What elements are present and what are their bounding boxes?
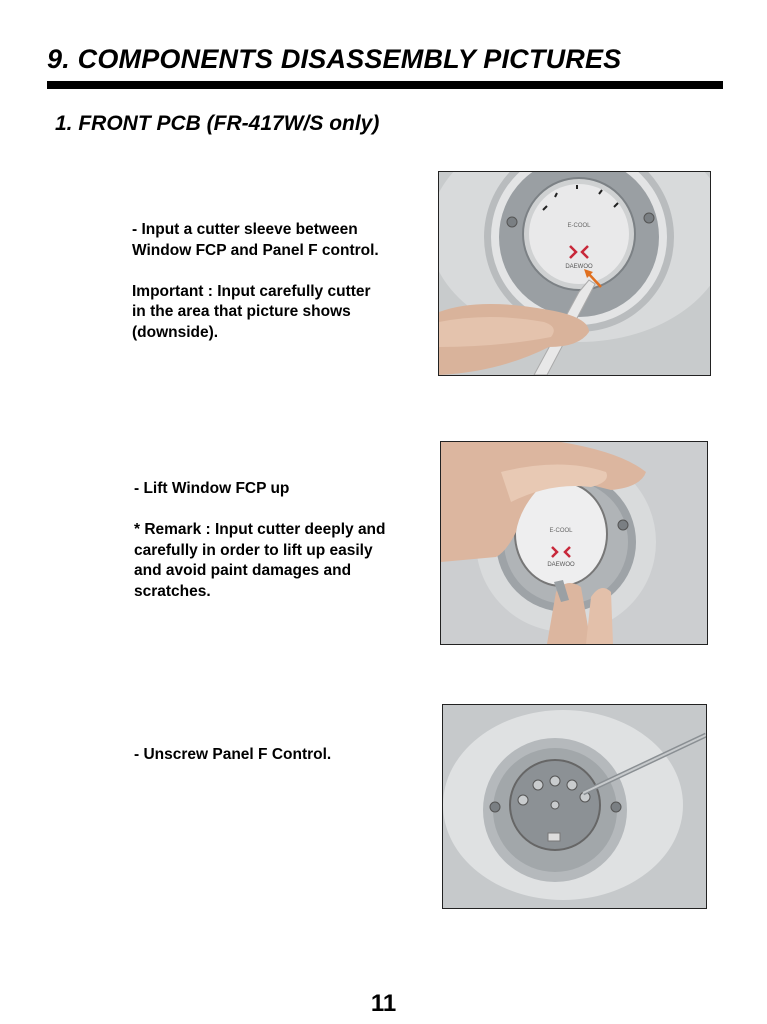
- step-2-photo: [440, 441, 708, 645]
- photo-unscrew-panel-icon: [443, 705, 706, 908]
- step-2-text: - Lift Window FCP up * Remark : Input cutter deeply and carefully in order to lift up easily and avoid paint damages and scratches.: [134, 480, 386, 600]
- svg-text:E-COOL: E-COOL: [549, 528, 573, 534]
- step-1-text: - Input a cutter sleeve between Window FCP and Panel F control. Important : Input carefully cutter in the area that picture shows (downside).: [132, 221, 379, 341]
- title-rule: [47, 81, 723, 89]
- section-subtitle: 1. FRONT PCB (FR-417W/S only): [55, 112, 380, 135]
- page-number: 11: [370, 990, 397, 1017]
- page-title: 9. COMPONENTS DISASSEMBLY PICTURES: [47, 44, 622, 74]
- step-1-photo: [438, 171, 711, 376]
- svg-text:DAEWOO: DAEWOO: [547, 562, 575, 568]
- svg-text:DAEWOO: DAEWOO: [565, 264, 593, 270]
- step-3-photo: [442, 704, 707, 909]
- photo-lift-window-icon: [441, 442, 707, 644]
- step-3-text: - Unscrew Panel F Control.: [134, 746, 332, 763]
- photo-insert-cutter-icon: [439, 172, 710, 375]
- svg-text:E-COOL: E-COOL: [567, 223, 591, 229]
